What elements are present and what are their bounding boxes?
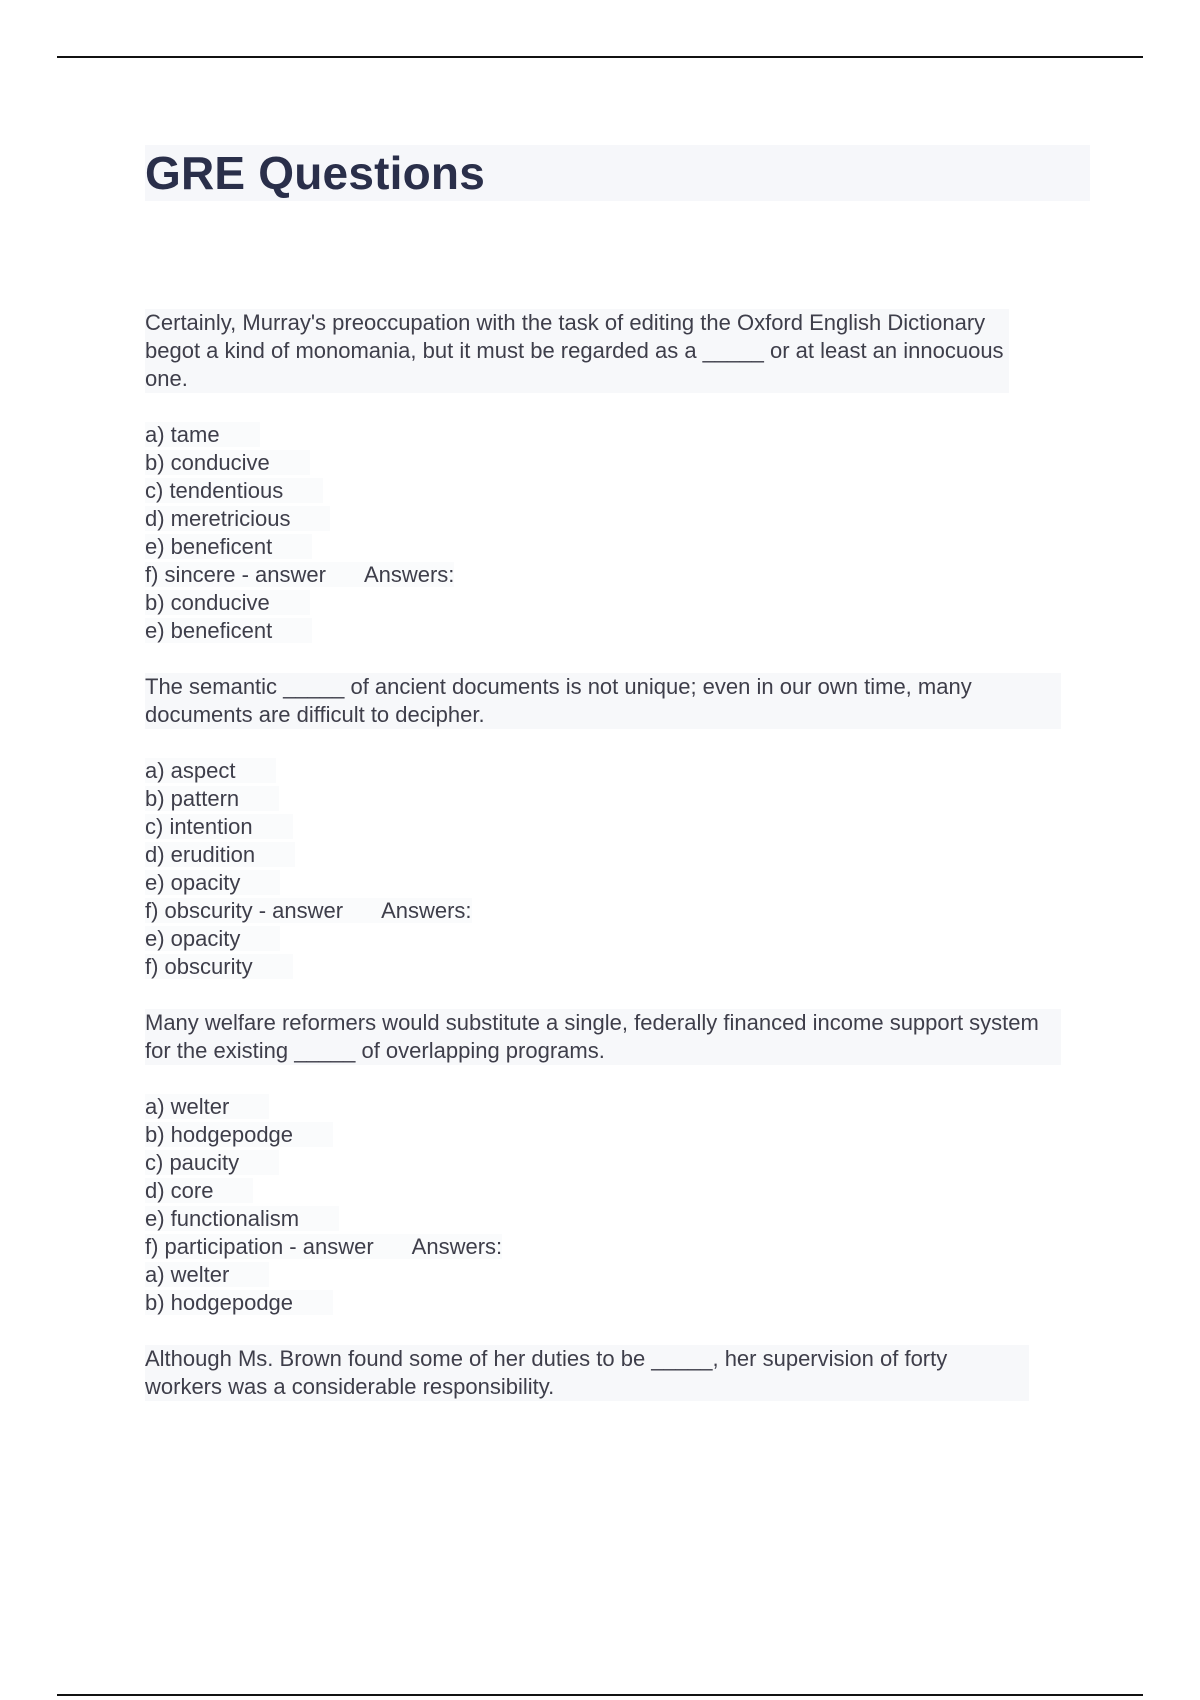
option-3d: d) core	[145, 1178, 253, 1203]
question-block-3	[145, 1009, 1090, 1317]
option-2b: b) pattern	[145, 786, 279, 811]
option-3f: f) participation - answer	[145, 1234, 374, 1259]
question-text-4: Although Ms. Brown found some of her duties to be _____, her supervision of forty workers was a considerable responsibility.	[145, 1345, 1029, 1401]
options-list-3	[145, 1093, 1090, 1317]
answers-label-2: Answers:	[381, 898, 472, 923]
option-1c: c) tendentious	[145, 478, 323, 503]
bottom-rule	[57, 1694, 1143, 1696]
answer-1-1: b) conducive	[145, 590, 310, 615]
document-body	[145, 145, 1090, 1401]
options-list-2	[145, 757, 1090, 981]
question-block-1	[145, 309, 1090, 645]
answer-1-2: e) beneficent	[145, 618, 312, 643]
option-3e: e) functionalism	[145, 1206, 339, 1231]
option-2c: c) intention	[145, 814, 293, 839]
question-text-2: The semantic _____ of ancient documents is not unique; even in our own time, many documents are difficult to decipher.	[145, 673, 1061, 729]
answer-2-1: e) opacity	[145, 926, 280, 951]
option-1e: e) beneficent	[145, 534, 312, 559]
option-1d: d) meretricious	[145, 506, 330, 531]
question-text-1: Certainly, Murray's preoccupation with the task of editing the Oxford English Dictionary begot a kind of monomania, but it must be regarded as a _____ or at least an innocuous one.	[145, 309, 1009, 393]
option-2e: e) opacity	[145, 870, 280, 895]
title-bar	[145, 145, 1090, 201]
answer-2-2: f) obscurity	[145, 954, 293, 979]
options-list-1	[145, 421, 1090, 645]
option-3b: b) hodgepodge	[145, 1122, 333, 1147]
option-2a: a) aspect	[145, 758, 276, 783]
answer-3-1: a) welter	[145, 1262, 269, 1287]
option-2f: f) obscurity - answer	[145, 898, 344, 923]
option-2d: d) erudition	[145, 842, 295, 867]
page-title: GRE Questions	[145, 147, 485, 199]
option-3c: c) paucity	[145, 1150, 279, 1175]
question-block-4	[145, 1345, 1090, 1401]
answers-label-3: Answers:	[411, 1234, 503, 1259]
question-block-2	[145, 673, 1090, 981]
option-3a: a) welter	[145, 1094, 269, 1119]
top-rule	[57, 56, 1143, 58]
answer-3-2: b) hodgepodge	[145, 1290, 333, 1315]
option-1a: a) tame	[145, 422, 260, 447]
answers-label-1: Answers:	[363, 562, 455, 587]
option-1b: b) conducive	[145, 450, 310, 475]
option-1f: f) sincere - answer	[145, 562, 326, 587]
question-text-3: Many welfare reformers would substitute a single, federally financed income support system for the existing _____ of overlapping programs.	[145, 1009, 1061, 1065]
